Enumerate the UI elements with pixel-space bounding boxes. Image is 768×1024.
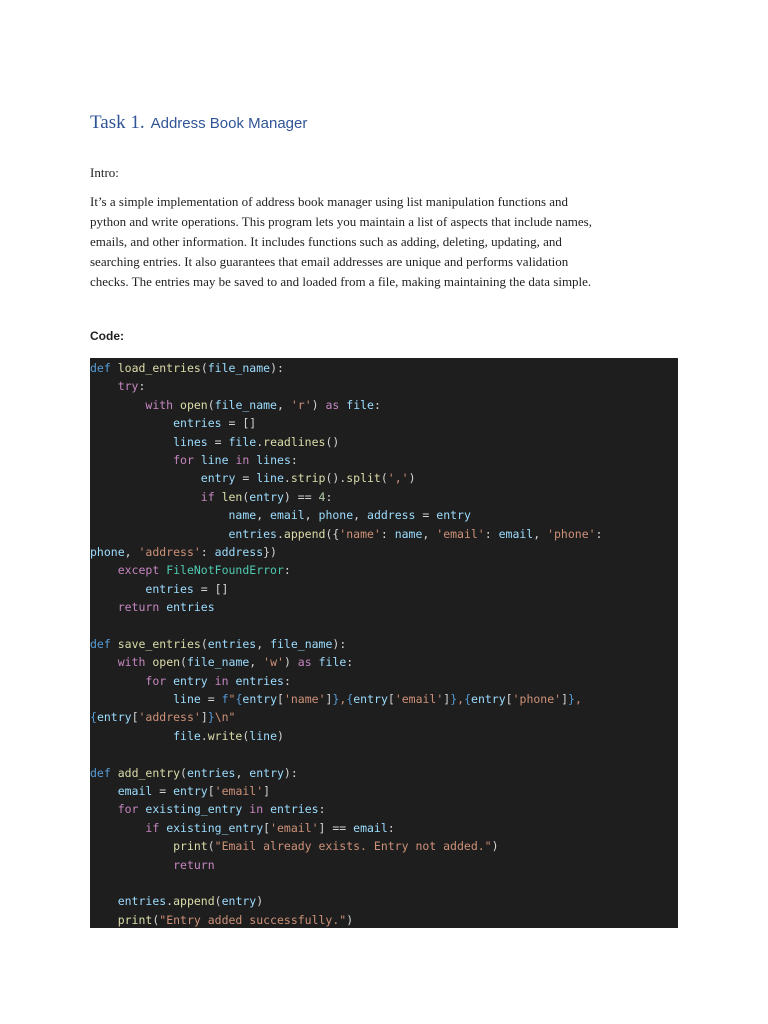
- code-token: :: [325, 489, 333, 504]
- code-token: (: [152, 912, 160, 927]
- code-token: entries: [173, 416, 222, 431]
- code-token: return: [173, 857, 215, 872]
- code-token: for: [173, 452, 194, 467]
- code-token: [90, 802, 118, 816]
- intro-line: checks. The entries may be saved to and loaded from a file, making maintaining the data simple.: [90, 274, 592, 289]
- code-line: [90, 359, 678, 377]
- code-token: ]: [443, 692, 451, 707]
- code-token: [90, 858, 173, 872]
- code-line: [90, 856, 678, 874]
- code-token: [173, 398, 180, 412]
- code-token: file_name: [207, 361, 271, 375]
- code-token: lines: [173, 434, 208, 449]
- intro-label: Intro:: [90, 165, 119, 180]
- code-token: [90, 692, 173, 706]
- code-token: line: [249, 728, 277, 743]
- code-token: ]: [325, 692, 333, 707]
- code-token: ,: [533, 526, 548, 541]
- code-token: in: [249, 802, 264, 817]
- code-token: [90, 729, 173, 743]
- code-token: email: [117, 783, 153, 798]
- code-token: ,: [304, 508, 319, 523]
- code-token: print: [173, 839, 208, 854]
- code-token: entry: [200, 471, 236, 486]
- code-token: split: [346, 471, 381, 486]
- code-token: :: [283, 673, 291, 688]
- code-token: ,: [353, 508, 368, 523]
- code-token: line: [173, 692, 201, 707]
- code-token: len: [221, 489, 243, 504]
- code-line: [90, 598, 678, 616]
- code-token: ): [283, 655, 298, 670]
- code-token: =: [200, 692, 222, 707]
- code-token: ().: [325, 471, 347, 486]
- code-line: [90, 892, 678, 910]
- code-token: entry: [471, 692, 506, 707]
- code-token: =: [235, 471, 257, 486]
- code-token: with: [145, 397, 174, 412]
- code-line: [90, 672, 678, 690]
- code-token: .: [283, 471, 291, 486]
- code-token: {: [90, 710, 97, 725]
- code-token: (: [200, 361, 208, 375]
- code-token: [90, 527, 228, 541]
- code-block: [90, 358, 678, 928]
- code-line: [90, 506, 678, 524]
- code-token: .: [276, 526, 284, 541]
- code-token: ,: [235, 765, 250, 780]
- code-token: email: [270, 508, 305, 523]
- code-token: 'email': [394, 692, 444, 707]
- code-token: as: [297, 655, 312, 670]
- code-token: email: [353, 820, 388, 835]
- intro-line: searching entries. It also guarantees that email addresses are unique and performs validation: [90, 254, 569, 269]
- code-token: \n": [214, 710, 236, 725]
- code-token: :: [318, 802, 326, 817]
- code-token: [312, 655, 319, 669]
- code-token: ,: [256, 508, 271, 523]
- code-token: save_entries: [117, 636, 201, 651]
- code-token: (: [242, 728, 250, 743]
- code-token: ,: [457, 692, 465, 707]
- code-line: [90, 469, 678, 487]
- code-token: :: [290, 452, 298, 467]
- code-token: .: [166, 894, 174, 909]
- code-line: [90, 800, 678, 818]
- code-token: entries: [228, 526, 277, 541]
- code-token: readlines: [263, 434, 326, 449]
- code-token: file: [346, 397, 374, 412]
- code-line: [90, 580, 678, 598]
- code-token: name: [394, 526, 423, 541]
- code-token: ": [228, 692, 236, 707]
- code-token: [194, 453, 201, 467]
- code-line: [90, 561, 678, 579]
- code-token: }: [207, 710, 215, 725]
- code-token: [: [131, 710, 139, 725]
- code-token: file_name: [214, 397, 277, 412]
- code-token: file_name: [186, 655, 250, 670]
- code-token: ]: [263, 783, 271, 798]
- code-token: 'email': [436, 526, 485, 541]
- code-token: open: [152, 655, 181, 670]
- code-token: ,: [574, 692, 582, 707]
- code-token: existing_entry: [166, 820, 264, 835]
- code-token: ): [256, 894, 264, 909]
- code-token: entry: [436, 508, 471, 523]
- code-line: [90, 543, 678, 561]
- code-token: if: [145, 820, 160, 835]
- code-token: line: [200, 452, 229, 467]
- code-token: }: [568, 692, 575, 707]
- code-token: (): [325, 434, 340, 449]
- code-token: [90, 839, 173, 853]
- code-token: f: [221, 692, 229, 707]
- code-token: [90, 582, 145, 596]
- code-token: [90, 379, 118, 393]
- code-token: entry: [249, 765, 284, 780]
- code-token: [90, 416, 173, 430]
- code-token: "Email already exists. Entry not added.": [214, 839, 492, 854]
- code-token: [90, 821, 145, 835]
- code-token: 'phone': [547, 526, 596, 541]
- code-token: }: [332, 692, 340, 707]
- code-token: for: [145, 673, 167, 688]
- code-token: [90, 894, 118, 908]
- code-token: lines: [256, 452, 291, 467]
- code-token: (: [214, 894, 222, 909]
- code-line: [90, 745, 678, 763]
- code-token: as: [325, 397, 340, 412]
- code-token: append: [173, 894, 215, 909]
- code-token: [90, 490, 201, 504]
- code-token: (: [200, 636, 208, 651]
- code-token: strip: [290, 471, 326, 486]
- code-token: entry: [173, 673, 208, 688]
- code-token: [111, 766, 118, 780]
- code-token: :: [373, 397, 381, 412]
- code-token: (: [180, 655, 187, 670]
- code-token: ): [311, 397, 326, 412]
- code-token: :: [138, 379, 146, 394]
- code-token: phone: [90, 544, 125, 559]
- code-token: :: [346, 655, 354, 670]
- code-token: entry: [173, 783, 208, 798]
- code-token: :: [380, 526, 395, 541]
- code-token: }: [450, 692, 458, 707]
- code-line: [90, 616, 678, 634]
- code-token: 'r': [290, 397, 312, 412]
- code-token: file: [173, 728, 201, 743]
- code-token: entries: [207, 636, 257, 651]
- code-token: ,: [276, 397, 291, 412]
- task-title: [90, 108, 307, 135]
- code-token: entries: [235, 673, 284, 688]
- code-token: line: [256, 471, 284, 486]
- code-token: address: [214, 544, 264, 559]
- code-token: ',': [387, 471, 409, 486]
- code-token: [90, 398, 145, 412]
- code-token: def: [90, 636, 111, 651]
- code-token: [: [387, 692, 395, 707]
- code-token: name: [228, 508, 257, 523]
- code-token: [90, 471, 201, 485]
- code-token: except: [117, 563, 160, 578]
- code-token: entries: [186, 765, 236, 780]
- code-line: [90, 837, 678, 855]
- code-token: ,: [339, 692, 347, 707]
- code-line: [90, 396, 678, 414]
- code-token: :: [283, 563, 291, 578]
- code-token: append: [283, 526, 326, 541]
- code-token: ):: [283, 765, 298, 780]
- code-token: :: [595, 526, 603, 541]
- code-token: (: [207, 839, 215, 854]
- code-token: ,: [422, 526, 437, 541]
- code-token: return: [117, 600, 160, 615]
- code-token: ): [408, 471, 416, 486]
- code-token: entries: [117, 894, 167, 909]
- code-token: in: [235, 452, 250, 467]
- code-token: for: [117, 802, 139, 817]
- code-token: file_name: [270, 636, 333, 651]
- code-token: 'w': [263, 655, 284, 670]
- code-label: Code:: [90, 329, 124, 343]
- code-token: =: [207, 434, 229, 449]
- code-token: "Entry added successfully.": [159, 912, 347, 927]
- code-token: entry: [242, 692, 278, 707]
- code-token: :: [200, 544, 215, 559]
- code-token: [90, 563, 118, 577]
- code-line: [90, 911, 678, 928]
- code-token: {: [235, 692, 243, 707]
- task-name: Address Book Manager: [150, 115, 308, 132]
- code-token: 'email': [214, 783, 264, 798]
- code-token: file: [318, 655, 347, 670]
- code-token: FileNotFoundError: [166, 563, 284, 578]
- intro-line: python and write operations. This program lets you maintain a list of aspects that include names,: [90, 214, 592, 229]
- intro-line: It’s a simple implementation of address book manager using list manipulation functions and: [90, 194, 569, 209]
- code-token: ): [491, 839, 499, 854]
- code-token: entries: [270, 802, 319, 817]
- code-token: (: [180, 765, 187, 780]
- code-token: try: [117, 379, 139, 394]
- code-token: [90, 913, 118, 927]
- code-token: with: [117, 655, 146, 670]
- code-token: :: [387, 820, 395, 835]
- code-line: [90, 377, 678, 395]
- code-token: existing_entry: [145, 802, 243, 817]
- code-line: [90, 414, 678, 432]
- code-line: [90, 653, 678, 671]
- code-token: entry: [221, 894, 257, 909]
- code-line: [90, 874, 678, 892]
- code-token: (: [380, 471, 388, 486]
- code-token: ({: [325, 526, 340, 541]
- code-token: .: [200, 728, 208, 743]
- intro-paragraph: [90, 192, 680, 292]
- code-token: add_entry: [117, 765, 181, 780]
- code-token: [90, 453, 173, 467]
- code-token: if: [200, 489, 215, 504]
- code-token: [215, 490, 222, 504]
- code-token: 'name': [283, 692, 326, 707]
- code-token: [: [505, 692, 513, 707]
- code-token: entry: [249, 489, 284, 504]
- code-line: [90, 708, 678, 726]
- code-token: phone: [318, 508, 354, 523]
- code-token: (: [207, 397, 215, 412]
- code-token: entries: [145, 581, 194, 596]
- code-token: entry: [96, 710, 132, 725]
- code-token: [90, 674, 145, 688]
- code-token: load_entries: [117, 361, 201, 375]
- code-token: {: [346, 692, 354, 707]
- code-token: }): [263, 544, 277, 559]
- code-token: [90, 600, 118, 614]
- code-token: (: [242, 489, 250, 504]
- code-token: ): [346, 912, 354, 927]
- code-line: [90, 764, 678, 782]
- code-token: [90, 508, 228, 522]
- code-line: [90, 433, 678, 451]
- code-line: [90, 782, 678, 800]
- code-token: ,: [249, 655, 264, 670]
- code-token: ) ==: [283, 489, 319, 504]
- code-line: [90, 525, 678, 543]
- code-line: [90, 727, 678, 745]
- code-token: .: [256, 434, 264, 449]
- task-number: Task 1.: [90, 112, 145, 133]
- code-token: in: [214, 673, 229, 688]
- code-token: 4: [318, 489, 326, 504]
- intro-line: emails, and other information. It includes functions such as adding, deleting, updating, and: [90, 234, 562, 249]
- code-token: [208, 674, 215, 688]
- code-token: 'name': [339, 526, 381, 541]
- code-token: ,: [256, 636, 271, 651]
- code-token: [: [207, 783, 215, 798]
- code-token: address: [367, 508, 416, 523]
- code-token: [: [277, 692, 284, 707]
- code-token: ): [277, 728, 284, 743]
- code-token: 'phone': [512, 692, 562, 707]
- code-token: open: [180, 397, 208, 412]
- code-token: [111, 361, 118, 375]
- code-token: ]: [561, 692, 568, 707]
- code-token: write: [207, 728, 243, 743]
- code-token: entry: [353, 692, 388, 707]
- code-token: =: [152, 783, 174, 798]
- code-line: [90, 819, 678, 837]
- code-token: 'address': [138, 710, 201, 725]
- code-token: ,: [124, 544, 139, 559]
- code-token: =: [415, 508, 437, 523]
- code-token: file: [228, 434, 257, 449]
- code-token: [: [263, 820, 271, 835]
- code-token: :: [484, 526, 499, 541]
- code-line: [90, 488, 678, 506]
- code-token: [90, 784, 118, 798]
- code-line: [90, 451, 678, 469]
- code-token: ):: [332, 636, 347, 651]
- code-token: [111, 637, 118, 651]
- code-token: def: [90, 765, 111, 780]
- code-token: print: [117, 912, 153, 927]
- code-token: ]: [200, 710, 208, 725]
- code-token: = []: [193, 581, 229, 596]
- code-line: [90, 635, 678, 653]
- code-token: [90, 435, 173, 449]
- code-token: 'address': [138, 544, 201, 559]
- code-token: email: [498, 526, 534, 541]
- code-token: ):: [270, 361, 284, 375]
- code-token: ] ==: [318, 820, 354, 835]
- code-token: = []: [221, 416, 257, 431]
- code-token: [90, 655, 118, 669]
- code-token: {: [464, 692, 472, 707]
- code-token: 'email': [270, 820, 319, 835]
- code-token: def: [90, 361, 111, 375]
- code-token: entries: [166, 600, 215, 615]
- code-line: [90, 690, 678, 708]
